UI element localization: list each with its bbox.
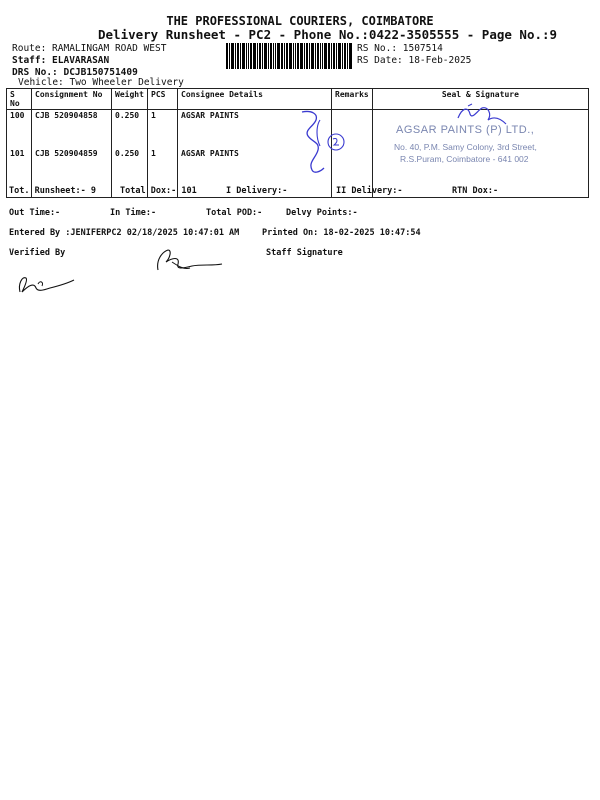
i-delivery: I Delivery:- [226, 186, 288, 196]
in-time: In Time:- [110, 208, 157, 218]
rtn-dox: RTN Dox:- [452, 186, 499, 196]
rs-number: RS No.: 1507514 [357, 43, 443, 54]
verifier-signature [14, 270, 80, 298]
col-consignee: Consignee Details [178, 89, 332, 110]
vehicle: Vehicle: Two Wheeler Delivery [18, 77, 184, 88]
total-pod: Total POD:- [206, 208, 263, 218]
col-remarks: Remarks [332, 89, 373, 110]
consignee-signature [290, 102, 354, 182]
rs-date: RS Date: 18-Feb-2025 [357, 55, 472, 66]
barcode [226, 43, 352, 69]
runsheet-subtitle: Delivery Runsheet - PC2 - Phone No.:0422-3505555 - Page No.:9 [98, 27, 558, 42]
drs-number: DRS No.: DCJB150751409 [12, 67, 138, 78]
route: Route: RAMALINGAM ROAD WEST [12, 43, 167, 54]
cell-weight: 0.250 0.250 [112, 110, 148, 198]
col-sno: S No [7, 89, 32, 110]
col-weight: Weight [112, 89, 148, 110]
cell-consignee: AGSAR PAINTS AGSAR PAINTS [178, 110, 332, 198]
cell-sno: 100 101 [7, 110, 32, 198]
total-dox: Total Dox:- 101 [120, 186, 197, 196]
ii-delivery: II Delivery:- [336, 186, 403, 196]
staff-signature-label: Staff Signature [266, 248, 343, 258]
company-stamp [370, 100, 588, 180]
staff-signature [150, 244, 230, 278]
col-consignment: Consignment No [32, 89, 112, 110]
stamp-address-line2: R.S.Puram, Coimbatore - 641 002 [400, 154, 529, 164]
stamp-company: AGSAR PAINTS (P) LTD., [396, 124, 535, 136]
cell-pcs: 1 1 [148, 110, 178, 198]
company-name: THE PROFESSIONAL COURIERS, COIMBATORE [166, 14, 434, 28]
stamp-address-line1: No. 40, P.M. Samy Colony, 3rd Street, [394, 142, 537, 152]
col-pcs: PCS [148, 89, 178, 110]
delvy-points: Delvy Points:- [286, 208, 358, 218]
staff: Staff: ELAVARASAN [12, 55, 110, 66]
verified-by-label: Verified By [9, 248, 66, 258]
entered-by: Entered By :JENIFERPC2 02/18/2025 10:47:01 AM [9, 228, 240, 238]
printed-on: Printed On: 18-02-2025 10:47:54 [262, 228, 421, 238]
out-time: Out Time:- [9, 208, 61, 218]
cell-consignment: CJB 520904858 CJB 520904859 [32, 110, 112, 198]
col-seal: Seal & Signature [372, 89, 588, 110]
tot-runsheet: Tot. Runsheet:- 9 [9, 186, 96, 196]
